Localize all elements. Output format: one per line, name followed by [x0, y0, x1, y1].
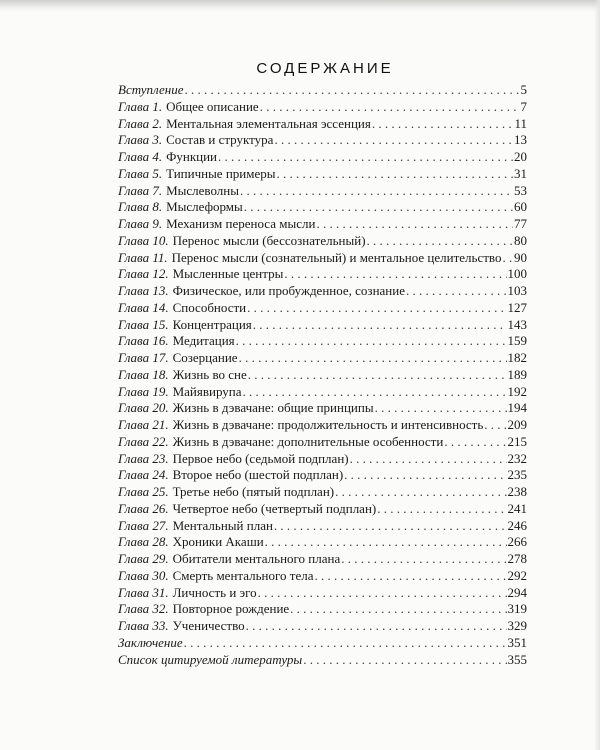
dot-leader: [314, 568, 506, 585]
dot-leader: [274, 132, 513, 149]
chapter-title: Личность и эго: [172, 584, 257, 600]
chapter-number: Глава 25.: [118, 484, 169, 499]
chapter-number: Глава 8.: [118, 199, 163, 215]
chapter-title: Смерть ментального тела: [172, 567, 314, 583]
chapter-title: Перенос мысли (сознательный) и ментальное целительство: [171, 249, 502, 265]
toc-entry[interactable]: [118, 434, 527, 451]
chapter-title: Майявирупа: [172, 383, 242, 399]
dot-leader: [316, 216, 513, 233]
chapter-number: Глава 20.: [118, 400, 169, 416]
dot-leader: [246, 618, 507, 635]
page-number: 53: [514, 182, 527, 198]
chapter-title: Функции: [166, 149, 218, 164]
dot-leader: [444, 434, 506, 451]
page-number: 143: [507, 316, 527, 332]
chapter-title: Механизм переноса мысли: [166, 216, 316, 231]
toc-entry[interactable]: [118, 116, 527, 133]
chapter-number: Глава 21.: [118, 417, 169, 432]
page-number: 194: [507, 400, 527, 416]
chapter-title: Ученичество: [172, 618, 245, 633]
toc-entry[interactable]: [118, 350, 527, 367]
chapter-title: Заключение: [118, 634, 183, 650]
chapter-number: Глава 16.: [118, 333, 169, 349]
chapter-number: Глава 29.: [118, 551, 169, 566]
toc-entry[interactable]: [118, 233, 527, 250]
dot-leader: [344, 467, 506, 484]
toc-entry[interactable]: [118, 333, 527, 350]
toc-entry[interactable]: [118, 166, 527, 183]
toc-entry[interactable]: [118, 400, 527, 417]
chapter-title: Состав и структура: [166, 132, 274, 148]
page-number: 351: [507, 634, 527, 650]
chapter-number: Глава 11.: [118, 249, 168, 265]
chapter-title: Список цитируемой литературы: [118, 651, 303, 667]
chapter-title: Повторное рождение: [172, 601, 290, 617]
page-number: 77: [514, 216, 527, 231]
dot-leader: [372, 116, 514, 133]
toc-entry[interactable]: [118, 484, 527, 501]
chapter-title: Второе небо (шестой подплан): [172, 467, 344, 483]
chapter-title: Первое небо (седьмой подплан): [172, 450, 349, 466]
toc-entry[interactable]: [118, 652, 527, 669]
toc-entry[interactable]: [118, 518, 527, 535]
chapter-number: Глава 30.: [118, 567, 169, 583]
chapter-number: Глава 12.: [118, 266, 169, 282]
dot-leader: [335, 484, 506, 501]
chapter-number: Глава 32.: [118, 601, 169, 617]
toc-entry[interactable]: [118, 300, 527, 317]
dot-leader: [258, 585, 507, 602]
chapter-number: Глава 33.: [118, 618, 169, 633]
chapter-title: Ментальный план: [172, 517, 273, 533]
chapter-title: Жизнь в дэвачане: общие принципы: [172, 400, 374, 416]
dot-leader: [265, 534, 507, 551]
dot-leader: [185, 82, 520, 99]
chapter-title: Жизнь в дэвачане: дополнительные особенности: [172, 433, 444, 449]
chapter-title: Типичные примеры: [166, 165, 276, 181]
chapter-number: Глава 13.: [118, 283, 169, 298]
dot-leader: [240, 183, 513, 200]
toc-entry[interactable]: [118, 534, 527, 551]
page-number: 127: [507, 299, 527, 315]
toc-entry[interactable]: [118, 183, 527, 200]
page-number: 11: [514, 115, 527, 131]
chapter-title: Мысленные центры: [172, 266, 284, 282]
toc-entry[interactable]: [118, 99, 527, 116]
page-number: 13: [514, 132, 527, 148]
page-number: 90: [514, 249, 527, 265]
dot-leader: [367, 233, 513, 250]
chapter-title: Общее описание: [166, 98, 259, 114]
page-number: 329: [507, 618, 527, 633]
dot-leader: [274, 518, 507, 535]
page-number: 80: [514, 232, 527, 248]
dot-leader: [243, 384, 507, 401]
chapter-number: Глава 31.: [118, 584, 169, 600]
chapter-title: Жизнь в дэвачане: продолжительность и интенсивность: [172, 417, 484, 432]
chapter-number: Глава 7.: [118, 182, 163, 198]
page-number: 355: [507, 651, 527, 667]
dot-leader: [253, 317, 507, 334]
chapter-title: Ментальная элементальная эссенция: [166, 115, 371, 131]
chapter-title: Физическое, или пробужденное, сознание: [172, 283, 405, 298]
toc-entry[interactable]: [118, 601, 527, 618]
toc-entry[interactable]: [118, 585, 527, 602]
dot-leader: [239, 350, 507, 367]
page-number: 20: [514, 149, 527, 164]
chapter-title: Четвертое небо (четвертый подплан): [172, 500, 377, 516]
toc-entry[interactable]: [118, 82, 527, 99]
chapter-title: Мыслеформы: [166, 199, 243, 215]
chapter-number: Глава 27.: [118, 517, 169, 533]
chapter-title: Обитатели ментального плана: [172, 551, 341, 566]
dot-leader: [290, 601, 506, 618]
toc-entry[interactable]: [118, 132, 527, 149]
table-of-contents: [118, 82, 527, 668]
dot-leader: [502, 250, 513, 267]
page-edge: [594, 0, 600, 750]
toc-entry[interactable]: [118, 451, 527, 468]
dot-leader: [484, 417, 506, 434]
dot-leader: [248, 367, 507, 384]
page-number: 241: [507, 500, 527, 516]
chapter-number: Глава 15.: [118, 316, 169, 332]
page-number: 319: [507, 601, 527, 617]
chapter-title: Способности: [172, 299, 247, 315]
chapter-title: Мыслеволны: [166, 182, 239, 198]
page-number: 60: [514, 199, 527, 215]
toc-entry[interactable]: [118, 317, 527, 334]
dot-leader: [406, 283, 507, 300]
dot-leader: [284, 266, 506, 283]
dot-leader: [236, 333, 507, 350]
toc-entry[interactable]: [118, 417, 527, 434]
dot-leader: [260, 99, 520, 116]
chapter-title: Вступление: [118, 82, 184, 97]
chapter-number: Глава 22.: [118, 433, 169, 449]
page-number: 7: [520, 98, 527, 114]
dot-leader: [341, 551, 506, 568]
chapter-title: Перенос мысли (бессознательный): [172, 232, 366, 248]
chapter-title: Медитация: [172, 333, 235, 349]
chapter-number: Глава 19.: [118, 383, 169, 399]
chapter-number: Глава 9.: [118, 216, 163, 231]
page-number: 159: [507, 333, 527, 349]
page-top-shadow: [0, 0, 600, 12]
toc-entry[interactable]: [118, 367, 527, 384]
toc-entry[interactable]: [118, 216, 527, 233]
toc-entry[interactable]: [118, 618, 527, 635]
dot-leader: [218, 149, 513, 166]
chapter-number: Глава 24.: [118, 467, 169, 483]
toc-entry[interactable]: [118, 551, 527, 568]
chapter-number: Глава 4.: [118, 149, 163, 164]
dot-leader: [276, 166, 513, 183]
page-number: 278: [507, 551, 527, 566]
dot-leader: [247, 300, 506, 317]
toc-entry[interactable]: [118, 283, 527, 300]
chapter-number: Глава 10.: [118, 232, 169, 248]
chapter-title: Хроники Акаши: [172, 534, 264, 550]
chapter-number: Глава 3.: [118, 132, 163, 148]
toc-entry[interactable]: [118, 501, 527, 518]
chapter-number: Глава 5.: [118, 165, 163, 181]
chapter-number: Глава 2.: [118, 115, 163, 131]
page-number: 209: [507, 417, 527, 432]
toc-entry[interactable]: [118, 384, 527, 401]
dot-leader: [303, 652, 506, 669]
dot-leader: [244, 199, 513, 216]
dot-leader: [184, 635, 507, 652]
page-number: 189: [507, 366, 527, 382]
toc-entry[interactable]: [118, 467, 527, 484]
chapter-title: Созерцание: [172, 350, 238, 365]
page-number: 103: [507, 283, 527, 298]
chapter-title: Концентрация: [172, 316, 252, 332]
toc-entry[interactable]: [118, 568, 527, 585]
page-number: 235: [507, 467, 527, 483]
dot-leader: [377, 501, 506, 518]
chapter-number: Глава 26.: [118, 500, 169, 516]
page-number: 100: [507, 266, 527, 282]
toc-entry[interactable]: [118, 149, 527, 166]
dot-leader: [375, 400, 507, 417]
page-title: СОДЕРЖАНИЕ: [256, 60, 394, 78]
toc-entry[interactable]: [118, 250, 527, 267]
chapter-title: Третье небо (пятый подплан): [172, 484, 335, 499]
toc-entry[interactable]: [118, 635, 527, 652]
chapter-title: Жизнь во сне: [172, 366, 247, 382]
page-number: 246: [507, 517, 527, 533]
page-number: 182: [507, 350, 527, 365]
page-number: 215: [507, 433, 527, 449]
chapter-number: Глава 1.: [118, 98, 163, 114]
chapter-number: Глава 17.: [118, 350, 169, 365]
page-number: 266: [507, 534, 527, 550]
toc-entry[interactable]: [118, 199, 527, 216]
page-number: 192: [507, 383, 527, 399]
chapter-number: Глава 28.: [118, 534, 169, 550]
page-number: 5: [520, 82, 527, 97]
page-number: 232: [507, 450, 527, 466]
page-number: 294: [507, 584, 527, 600]
chapter-number: Глава 18.: [118, 366, 169, 382]
chapter-number: Глава 23.: [118, 450, 169, 466]
page-number: 238: [507, 484, 527, 499]
chapter-number: Глава 14.: [118, 299, 169, 315]
dot-leader: [350, 451, 507, 468]
page-number: 292: [507, 567, 527, 583]
toc-entry[interactable]: [118, 266, 527, 283]
page-number: 31: [514, 165, 527, 181]
